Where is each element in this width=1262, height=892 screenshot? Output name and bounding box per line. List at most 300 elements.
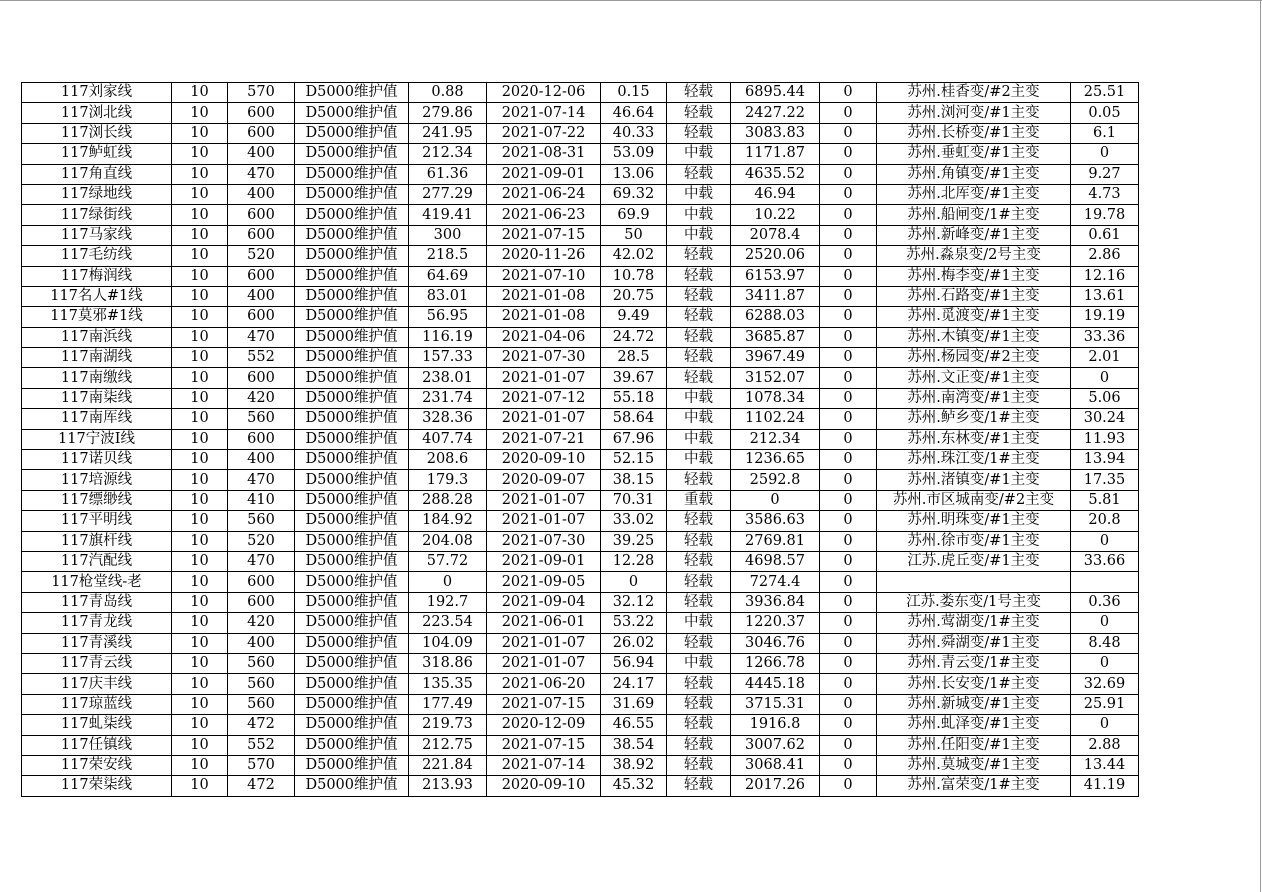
substation-transformer-cell[interactable]: 苏州.长桥变/#1主变 (877, 123, 1071, 143)
date-cell[interactable]: 2021-04-06 (487, 327, 601, 347)
capacity-cell[interactable]: 600 (228, 103, 295, 123)
voltage-cell[interactable]: 10 (172, 164, 228, 184)
last-value-cell[interactable]: 4.73 (1071, 184, 1139, 204)
capacity-cell[interactable]: 552 (228, 348, 295, 368)
date-cell[interactable]: 2021-07-14 (487, 103, 601, 123)
date-cell[interactable]: 2021-07-21 (487, 429, 601, 449)
voltage-cell[interactable]: 10 (172, 653, 228, 673)
load-rate-cell[interactable]: 39.67 (601, 368, 667, 388)
substation-transformer-cell[interactable]: 苏州.莺湖变/1#主变 (877, 613, 1071, 633)
current-value-cell[interactable]: 221.84 (409, 755, 487, 775)
zero-value-cell[interactable]: 0 (820, 450, 877, 470)
load-level-cell[interactable]: 轻载 (667, 123, 731, 143)
load-rate-cell[interactable]: 24.72 (601, 327, 667, 347)
line-name-cell[interactable]: 117青溪线 (22, 633, 172, 653)
current-value-cell[interactable]: 208.6 (409, 450, 487, 470)
remaining-capacity-cell[interactable]: 2520.06 (731, 246, 820, 266)
load-rate-cell[interactable]: 46.64 (601, 103, 667, 123)
line-name-cell[interactable]: 117绿地线 (22, 184, 172, 204)
data-source-cell[interactable]: D5000维护值 (295, 205, 409, 225)
line-name-cell[interactable]: 117青云线 (22, 653, 172, 673)
data-source-cell[interactable]: D5000维护值 (295, 409, 409, 429)
date-cell[interactable]: 2021-07-15 (487, 694, 601, 714)
last-value-cell[interactable]: 9.27 (1071, 164, 1139, 184)
last-value-cell[interactable]: 33.36 (1071, 327, 1139, 347)
voltage-cell[interactable]: 10 (172, 572, 228, 592)
data-source-cell[interactable]: D5000维护值 (295, 144, 409, 164)
substation-transformer-cell[interactable]: 苏州.珠江变/1#主变 (877, 450, 1071, 470)
last-value-cell[interactable]: 5.06 (1071, 388, 1139, 408)
remaining-capacity-cell[interactable]: 0 (731, 490, 820, 510)
current-value-cell[interactable]: 177.49 (409, 694, 487, 714)
capacity-cell[interactable]: 470 (228, 327, 295, 347)
zero-value-cell[interactable]: 0 (820, 368, 877, 388)
load-level-cell[interactable]: 轻载 (667, 327, 731, 347)
load-level-cell[interactable]: 轻载 (667, 511, 731, 531)
load-level-cell[interactable]: 重载 (667, 490, 731, 510)
remaining-capacity-cell[interactable]: 1266.78 (731, 653, 820, 673)
zero-value-cell[interactable]: 0 (820, 103, 877, 123)
load-level-cell[interactable]: 轻载 (667, 735, 731, 755)
data-source-cell[interactable]: D5000维护值 (295, 327, 409, 347)
capacity-cell[interactable]: 600 (228, 592, 295, 612)
capacity-cell[interactable]: 560 (228, 409, 295, 429)
substation-transformer-cell[interactable]: 苏州.鲈乡变/1#主变 (877, 409, 1071, 429)
date-cell[interactable]: 2021-01-07 (487, 653, 601, 673)
current-value-cell[interactable]: 241.95 (409, 123, 487, 143)
load-level-cell[interactable]: 轻载 (667, 551, 731, 571)
zero-value-cell[interactable]: 0 (820, 755, 877, 775)
line-name-cell[interactable]: 117南湖线 (22, 348, 172, 368)
data-source-cell[interactable]: D5000维护值 (295, 613, 409, 633)
date-cell[interactable]: 2021-07-14 (487, 755, 601, 775)
data-source-cell[interactable]: D5000维护值 (295, 470, 409, 490)
date-cell[interactable]: 2021-07-30 (487, 348, 601, 368)
data-source-cell[interactable]: D5000维护值 (295, 388, 409, 408)
voltage-cell[interactable]: 10 (172, 776, 228, 796)
substation-transformer-cell[interactable]: 苏州.垂虹变/#1主变 (877, 144, 1071, 164)
voltage-cell[interactable]: 10 (172, 511, 228, 531)
substation-transformer-cell[interactable]: 苏州.石路变/#1主变 (877, 286, 1071, 306)
load-rate-cell[interactable]: 32.12 (601, 592, 667, 612)
voltage-cell[interactable]: 10 (172, 205, 228, 225)
load-level-cell[interactable]: 中载 (667, 388, 731, 408)
load-rate-cell[interactable]: 58.64 (601, 409, 667, 429)
line-name-cell[interactable]: 117虬柒线 (22, 715, 172, 735)
load-level-cell[interactable]: 轻载 (667, 633, 731, 653)
voltage-cell[interactable]: 10 (172, 551, 228, 571)
capacity-cell[interactable]: 600 (228, 225, 295, 245)
date-cell[interactable]: 2021-06-20 (487, 674, 601, 694)
zero-value-cell[interactable]: 0 (820, 592, 877, 612)
zero-value-cell[interactable]: 0 (820, 470, 877, 490)
zero-value-cell[interactable]: 0 (820, 246, 877, 266)
zero-value-cell[interactable]: 0 (820, 205, 877, 225)
last-value-cell[interactable]: 0 (1071, 368, 1139, 388)
capacity-cell[interactable]: 570 (228, 755, 295, 775)
zero-value-cell[interactable]: 0 (820, 511, 877, 531)
load-rate-cell[interactable]: 31.69 (601, 694, 667, 714)
voltage-cell[interactable]: 10 (172, 307, 228, 327)
zero-value-cell[interactable]: 0 (820, 429, 877, 449)
last-value-cell[interactable]: 2.86 (1071, 246, 1139, 266)
zero-value-cell[interactable]: 0 (820, 653, 877, 673)
last-value-cell[interactable]: 12.16 (1071, 266, 1139, 286)
substation-transformer-cell[interactable]: 苏州.莫城变/#1主变 (877, 755, 1071, 775)
date-cell[interactable]: 2021-08-31 (487, 144, 601, 164)
data-source-cell[interactable]: D5000维护值 (295, 246, 409, 266)
line-name-cell[interactable]: 117毛纺线 (22, 246, 172, 266)
line-name-cell[interactable]: 117梅润线 (22, 266, 172, 286)
load-rate-cell[interactable]: 24.17 (601, 674, 667, 694)
remaining-capacity-cell[interactable]: 6153.97 (731, 266, 820, 286)
load-level-cell[interactable]: 中载 (667, 144, 731, 164)
load-rate-cell[interactable]: 38.54 (601, 735, 667, 755)
load-rate-cell[interactable]: 42.02 (601, 246, 667, 266)
remaining-capacity-cell[interactable]: 1220.37 (731, 613, 820, 633)
last-value-cell[interactable]: 41.19 (1071, 776, 1139, 796)
load-level-cell[interactable]: 中载 (667, 409, 731, 429)
current-value-cell[interactable]: 157.33 (409, 348, 487, 368)
line-name-cell[interactable]: 117名人#1线 (22, 286, 172, 306)
load-level-cell[interactable]: 轻载 (667, 246, 731, 266)
last-value-cell[interactable] (1071, 572, 1139, 592)
voltage-cell[interactable]: 10 (172, 348, 228, 368)
load-level-cell[interactable]: 中载 (667, 225, 731, 245)
substation-transformer-cell[interactable]: 江苏.娄东变/1号主变 (877, 592, 1071, 612)
load-rate-cell[interactable]: 70.31 (601, 490, 667, 510)
remaining-capacity-cell[interactable]: 3936.84 (731, 592, 820, 612)
zero-value-cell[interactable]: 0 (820, 286, 877, 306)
date-cell[interactable]: 2021-09-01 (487, 164, 601, 184)
capacity-cell[interactable]: 470 (228, 470, 295, 490)
last-value-cell[interactable]: 30.24 (1071, 409, 1139, 429)
load-rate-cell[interactable]: 56.94 (601, 653, 667, 673)
date-cell[interactable]: 2021-07-30 (487, 531, 601, 551)
current-value-cell[interactable]: 135.35 (409, 674, 487, 694)
capacity-cell[interactable]: 600 (228, 123, 295, 143)
line-name-cell[interactable]: 117琼蓝线 (22, 694, 172, 714)
load-rate-cell[interactable]: 40.33 (601, 123, 667, 143)
substation-transformer-cell[interactable]: 苏州.船闸变/1#主变 (877, 205, 1071, 225)
voltage-cell[interactable]: 10 (172, 429, 228, 449)
capacity-cell[interactable]: 600 (228, 307, 295, 327)
substation-transformer-cell[interactable] (877, 572, 1071, 592)
data-source-cell[interactable]: D5000维护值 (295, 164, 409, 184)
load-level-cell[interactable]: 轻载 (667, 348, 731, 368)
line-name-cell[interactable]: 117浏北线 (22, 103, 172, 123)
line-name-cell[interactable]: 117南缴线 (22, 368, 172, 388)
load-rate-cell[interactable]: 69.9 (601, 205, 667, 225)
zero-value-cell[interactable]: 0 (820, 674, 877, 694)
line-name-cell[interactable]: 117任镇线 (22, 735, 172, 755)
zero-value-cell[interactable]: 0 (820, 490, 877, 510)
zero-value-cell[interactable]: 0 (820, 83, 877, 103)
capacity-cell[interactable]: 600 (228, 368, 295, 388)
load-rate-cell[interactable]: 69.32 (601, 184, 667, 204)
last-value-cell[interactable]: 17.35 (1071, 470, 1139, 490)
capacity-cell[interactable]: 600 (228, 429, 295, 449)
date-cell[interactable]: 2021-07-15 (487, 735, 601, 755)
current-value-cell[interactable]: 223.54 (409, 613, 487, 633)
line-name-cell[interactable]: 117鲈虹线 (22, 144, 172, 164)
load-level-cell[interactable]: 轻载 (667, 307, 731, 327)
data-source-cell[interactable]: D5000维护值 (295, 429, 409, 449)
data-source-cell[interactable]: D5000维护值 (295, 511, 409, 531)
load-rate-cell[interactable]: 9.49 (601, 307, 667, 327)
line-name-cell[interactable]: 117角直线 (22, 164, 172, 184)
line-name-cell[interactable]: 117庆丰线 (22, 674, 172, 694)
remaining-capacity-cell[interactable]: 3083.83 (731, 123, 820, 143)
capacity-cell[interactable]: 400 (228, 286, 295, 306)
last-value-cell[interactable]: 20.8 (1071, 511, 1139, 531)
current-value-cell[interactable]: 212.75 (409, 735, 487, 755)
line-name-cell[interactable]: 117南柒线 (22, 388, 172, 408)
current-value-cell[interactable]: 419.41 (409, 205, 487, 225)
data-source-cell[interactable]: D5000维护值 (295, 735, 409, 755)
zero-value-cell[interactable]: 0 (820, 327, 877, 347)
load-rate-cell[interactable]: 0.15 (601, 83, 667, 103)
current-value-cell[interactable]: 279.86 (409, 103, 487, 123)
current-value-cell[interactable]: 213.93 (409, 776, 487, 796)
date-cell[interactable]: 2021-07-10 (487, 266, 601, 286)
current-value-cell[interactable]: 116.19 (409, 327, 487, 347)
remaining-capacity-cell[interactable]: 3685.87 (731, 327, 820, 347)
zero-value-cell[interactable]: 0 (820, 225, 877, 245)
remaining-capacity-cell[interactable]: 10.22 (731, 205, 820, 225)
capacity-cell[interactable]: 400 (228, 184, 295, 204)
zero-value-cell[interactable]: 0 (820, 409, 877, 429)
line-name-cell[interactable]: 117青岛线 (22, 592, 172, 612)
substation-transformer-cell[interactable]: 苏州.浏河变/#1主变 (877, 103, 1071, 123)
zero-value-cell[interactable]: 0 (820, 388, 877, 408)
voltage-cell[interactable]: 10 (172, 531, 228, 551)
capacity-cell[interactable]: 472 (228, 715, 295, 735)
substation-transformer-cell[interactable]: 苏州.明珠变/#1主变 (877, 511, 1071, 531)
voltage-cell[interactable]: 10 (172, 388, 228, 408)
current-value-cell[interactable]: 288.28 (409, 490, 487, 510)
date-cell[interactable]: 2020-09-10 (487, 450, 601, 470)
remaining-capacity-cell[interactable]: 3046.76 (731, 633, 820, 653)
last-value-cell[interactable]: 6.1 (1071, 123, 1139, 143)
voltage-cell[interactable]: 10 (172, 123, 228, 143)
date-cell[interactable]: 2021-01-08 (487, 307, 601, 327)
remaining-capacity-cell[interactable]: 1171.87 (731, 144, 820, 164)
data-source-cell[interactable]: D5000维护值 (295, 531, 409, 551)
last-value-cell[interactable]: 11.93 (1071, 429, 1139, 449)
load-rate-cell[interactable]: 39.25 (601, 531, 667, 551)
substation-transformer-cell[interactable]: 苏州.富荣变/1#主变 (877, 776, 1071, 796)
voltage-cell[interactable]: 10 (172, 755, 228, 775)
remaining-capacity-cell[interactable]: 1078.34 (731, 388, 820, 408)
load-level-cell[interactable]: 中载 (667, 653, 731, 673)
capacity-cell[interactable]: 560 (228, 511, 295, 531)
capacity-cell[interactable]: 410 (228, 490, 295, 510)
load-level-cell[interactable]: 中载 (667, 450, 731, 470)
data-source-cell[interactable]: D5000维护值 (295, 123, 409, 143)
current-value-cell[interactable]: 328.36 (409, 409, 487, 429)
voltage-cell[interactable]: 10 (172, 286, 228, 306)
data-source-cell[interactable]: D5000维护值 (295, 592, 409, 612)
date-cell[interactable]: 2021-07-15 (487, 225, 601, 245)
date-cell[interactable]: 2020-12-06 (487, 83, 601, 103)
load-rate-cell[interactable]: 53.09 (601, 144, 667, 164)
remaining-capacity-cell[interactable]: 3715.31 (731, 694, 820, 714)
substation-transformer-cell[interactable]: 苏州.虬泽变/#1主变 (877, 715, 1071, 735)
data-source-cell[interactable]: D5000维护值 (295, 348, 409, 368)
capacity-cell[interactable]: 570 (228, 83, 295, 103)
line-name-cell[interactable]: 117荣柒线 (22, 776, 172, 796)
substation-transformer-cell[interactable]: 苏州.舜湖变/#1主变 (877, 633, 1071, 653)
last-value-cell[interactable]: 13.44 (1071, 755, 1139, 775)
capacity-cell[interactable]: 600 (228, 572, 295, 592)
line-name-cell[interactable]: 117宁波I线 (22, 429, 172, 449)
data-source-cell[interactable]: D5000维护值 (295, 490, 409, 510)
date-cell[interactable]: 2021-01-07 (487, 511, 601, 531)
date-cell[interactable]: 2020-09-10 (487, 776, 601, 796)
data-source-cell[interactable]: D5000维护值 (295, 633, 409, 653)
capacity-cell[interactable]: 400 (228, 144, 295, 164)
load-level-cell[interactable]: 轻载 (667, 103, 731, 123)
current-value-cell[interactable]: 318.86 (409, 653, 487, 673)
zero-value-cell[interactable]: 0 (820, 633, 877, 653)
zero-value-cell[interactable]: 0 (820, 735, 877, 755)
capacity-cell[interactable]: 520 (228, 531, 295, 551)
substation-transformer-cell[interactable]: 苏州.市区城南变/#2主变 (877, 490, 1071, 510)
last-value-cell[interactable]: 0.61 (1071, 225, 1139, 245)
voltage-cell[interactable]: 10 (172, 327, 228, 347)
voltage-cell[interactable]: 10 (172, 368, 228, 388)
capacity-cell[interactable]: 470 (228, 164, 295, 184)
remaining-capacity-cell[interactable]: 3411.87 (731, 286, 820, 306)
remaining-capacity-cell[interactable]: 2592.8 (731, 470, 820, 490)
remaining-capacity-cell[interactable]: 6895.44 (731, 83, 820, 103)
data-source-cell[interactable]: D5000维护值 (295, 286, 409, 306)
date-cell[interactable]: 2021-06-23 (487, 205, 601, 225)
substation-transformer-cell[interactable]: 苏州.渚镇变/#1主变 (877, 470, 1071, 490)
capacity-cell[interactable]: 600 (228, 205, 295, 225)
load-level-cell[interactable]: 中载 (667, 429, 731, 449)
voltage-cell[interactable]: 10 (172, 184, 228, 204)
voltage-cell[interactable]: 10 (172, 613, 228, 633)
voltage-cell[interactable]: 10 (172, 83, 228, 103)
voltage-cell[interactable]: 10 (172, 715, 228, 735)
last-value-cell[interactable]: 8.48 (1071, 633, 1139, 653)
substation-transformer-cell[interactable]: 苏州.木镇变/#1主变 (877, 327, 1071, 347)
remaining-capacity-cell[interactable]: 4698.57 (731, 551, 820, 571)
voltage-cell[interactable]: 10 (172, 633, 228, 653)
substation-transformer-cell[interactable]: 苏州.文正变/#1主变 (877, 368, 1071, 388)
remaining-capacity-cell[interactable]: 4445.18 (731, 674, 820, 694)
load-rate-cell[interactable]: 28.5 (601, 348, 667, 368)
load-rate-cell[interactable]: 67.96 (601, 429, 667, 449)
substation-transformer-cell[interactable]: 苏州.新城变/#1主变 (877, 694, 1071, 714)
load-level-cell[interactable]: 轻载 (667, 368, 731, 388)
voltage-cell[interactable]: 10 (172, 592, 228, 612)
last-value-cell[interactable]: 0 (1071, 531, 1139, 551)
last-value-cell[interactable]: 33.66 (1071, 551, 1139, 571)
capacity-cell[interactable]: 400 (228, 633, 295, 653)
current-value-cell[interactable]: 0 (409, 572, 487, 592)
line-name-cell[interactable]: 117青龙线 (22, 613, 172, 633)
last-value-cell[interactable]: 32.69 (1071, 674, 1139, 694)
line-name-cell[interactable]: 117刘家线 (22, 83, 172, 103)
substation-transformer-cell[interactable]: 苏州.新峰变/#1主变 (877, 225, 1071, 245)
current-value-cell[interactable]: 0.88 (409, 83, 487, 103)
remaining-capacity-cell[interactable]: 6288.03 (731, 307, 820, 327)
capacity-cell[interactable]: 560 (228, 694, 295, 714)
load-level-cell[interactable]: 轻载 (667, 83, 731, 103)
voltage-cell[interactable]: 10 (172, 450, 228, 470)
current-value-cell[interactable]: 212.34 (409, 144, 487, 164)
remaining-capacity-cell[interactable]: 3007.62 (731, 735, 820, 755)
substation-transformer-cell[interactable]: 苏州.觅渡变/#1主变 (877, 307, 1071, 327)
load-level-cell[interactable]: 轻载 (667, 266, 731, 286)
capacity-cell[interactable]: 520 (228, 246, 295, 266)
last-value-cell[interactable]: 5.81 (1071, 490, 1139, 510)
substation-transformer-cell[interactable]: 苏州.东林变/#1主变 (877, 429, 1071, 449)
last-value-cell[interactable]: 0.36 (1071, 592, 1139, 612)
substation-transformer-cell[interactable]: 苏州.杨园变/#2主变 (877, 348, 1071, 368)
capacity-cell[interactable]: 420 (228, 613, 295, 633)
date-cell[interactable]: 2020-12-09 (487, 715, 601, 735)
last-value-cell[interactable]: 0.05 (1071, 103, 1139, 123)
load-rate-cell[interactable]: 10.78 (601, 266, 667, 286)
line-name-cell[interactable]: 117南浜线 (22, 327, 172, 347)
substation-transformer-cell[interactable]: 江苏.虎丘变/#1主变 (877, 551, 1071, 571)
load-level-cell[interactable]: 中载 (667, 184, 731, 204)
zero-value-cell[interactable]: 0 (820, 694, 877, 714)
line-name-cell[interactable]: 117荣安线 (22, 755, 172, 775)
load-level-cell[interactable]: 轻载 (667, 592, 731, 612)
zero-value-cell[interactable]: 0 (820, 613, 877, 633)
load-level-cell[interactable]: 轻载 (667, 572, 731, 592)
load-rate-cell[interactable]: 38.92 (601, 755, 667, 775)
voltage-cell[interactable]: 10 (172, 694, 228, 714)
data-source-cell[interactable]: D5000维护值 (295, 184, 409, 204)
capacity-cell[interactable]: 560 (228, 674, 295, 694)
substation-transformer-cell[interactable]: 苏州.南湾变/#1主变 (877, 388, 1071, 408)
current-value-cell[interactable]: 204.08 (409, 531, 487, 551)
last-value-cell[interactable]: 0 (1071, 613, 1139, 633)
line-name-cell[interactable]: 117旗杆线 (22, 531, 172, 551)
current-value-cell[interactable]: 407.74 (409, 429, 487, 449)
voltage-cell[interactable]: 10 (172, 409, 228, 429)
line-name-cell[interactable]: 117南厍线 (22, 409, 172, 429)
data-source-cell[interactable]: D5000维护值 (295, 103, 409, 123)
zero-value-cell[interactable]: 0 (820, 123, 877, 143)
load-level-cell[interactable]: 轻载 (667, 674, 731, 694)
substation-transformer-cell[interactable]: 苏州.北厍变/#1主变 (877, 184, 1071, 204)
line-name-cell[interactable]: 117枪堂线-老 (22, 572, 172, 592)
remaining-capacity-cell[interactable]: 3068.41 (731, 755, 820, 775)
substation-transformer-cell[interactable]: 苏州.淼泉变/2号主变 (877, 246, 1071, 266)
load-rate-cell[interactable]: 0 (601, 572, 667, 592)
remaining-capacity-cell[interactable]: 4635.52 (731, 164, 820, 184)
voltage-cell[interactable]: 10 (172, 225, 228, 245)
voltage-cell[interactable]: 10 (172, 490, 228, 510)
current-value-cell[interactable]: 56.95 (409, 307, 487, 327)
load-rate-cell[interactable]: 46.55 (601, 715, 667, 735)
zero-value-cell[interactable]: 0 (820, 307, 877, 327)
load-rate-cell[interactable]: 13.06 (601, 164, 667, 184)
date-cell[interactable]: 2021-01-07 (487, 490, 601, 510)
load-level-cell[interactable]: 轻载 (667, 776, 731, 796)
line-name-cell[interactable]: 117马家线 (22, 225, 172, 245)
data-source-cell[interactable]: D5000维护值 (295, 266, 409, 286)
line-name-cell[interactable]: 117浏长线 (22, 123, 172, 143)
zero-value-cell[interactable]: 0 (820, 572, 877, 592)
